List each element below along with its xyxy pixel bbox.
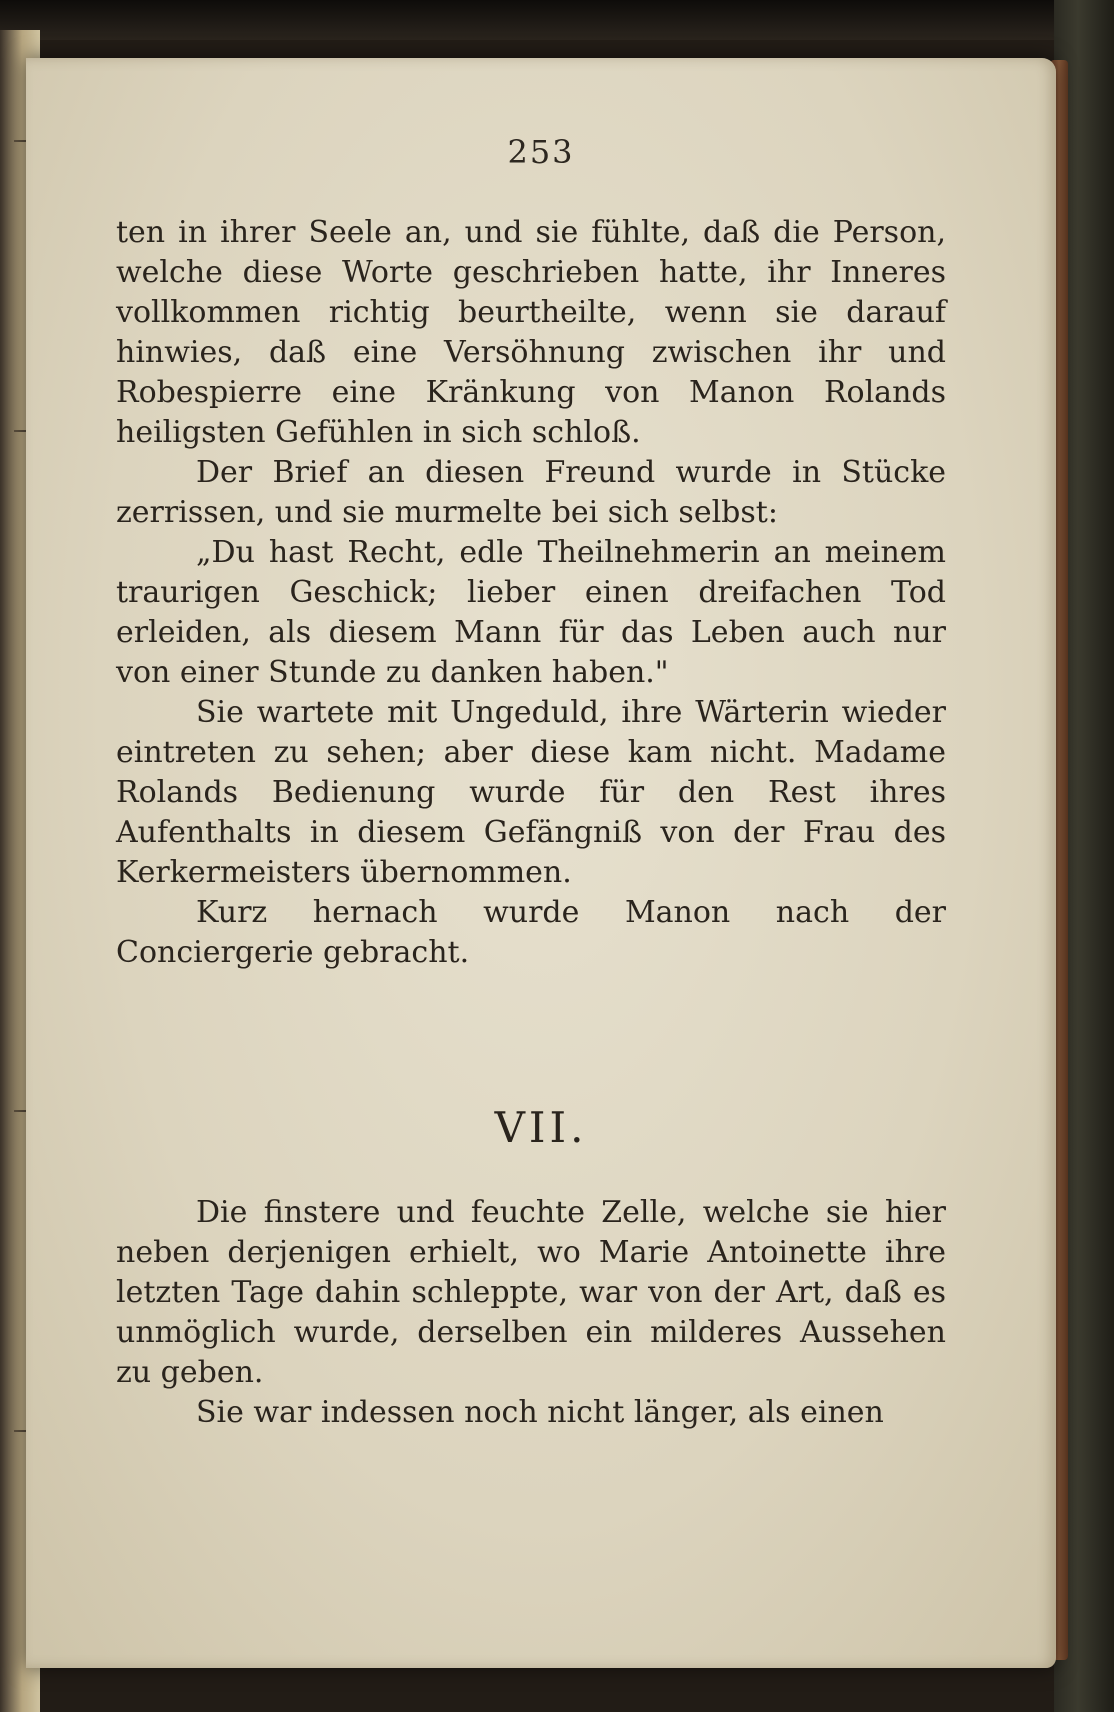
top-shadow-edge (0, 0, 1114, 40)
paragraph: Der Brief an diesen Freund wurde in Stücke zerrissen, und sie murmelte bei sich selbst: (116, 455, 946, 530)
page-number: 253 (507, 133, 575, 171)
text-section-two (116, 1193, 946, 1433)
paragraph-quotation: „Du hast Recht, edle Theilnehmerin an meinem traurigen Geschick; lieber einen dreifachen Tod erleiden, als diesem Mann für das Leben auch nur von einer Stunde zu danken haben." (116, 535, 946, 690)
paragraph: Kurz hernach wurde Manon nach der Conciergerie gebracht. (116, 895, 946, 970)
book-page (26, 58, 1056, 1668)
paragraph: Sie war indessen noch nicht länger, als einen (196, 1395, 884, 1430)
text-section-one (116, 213, 946, 973)
paragraph: Die finstere und feuchte Zelle, welche sie hier neben derjenigen erhielt, wo Marie Antoinette ihre letzten Tage dahin schleppte, war von der Art, daß es unmöglich wurde, derselben ein milderes Aussehen zu geben. (116, 1195, 946, 1390)
chapter-heading: VII. (494, 1103, 588, 1152)
paragraph: Sie wartete mit Ungeduld, ihre Wärterin wieder eintreten zu sehen; aber diese kam nicht. Madame Rolands Bedienung wurde für den Rest ihres Aufenthalts in diesem Gefängniß von der Frau des Kerkermeisters übernommen. (116, 695, 946, 890)
paragraph-continuation: ten in ihrer Seele an, und sie fühlte, daß die Person, welche diese Worte geschrieben hatte, ihr Inneres vollkommen richtig beurtheilte, wenn sie darauf hinwies, daß eine Versöhnung zwischen ihr und Robespierre eine Kränkung von Manon Rolands heiligsten Gefühlen in sich schloß. (116, 215, 946, 450)
